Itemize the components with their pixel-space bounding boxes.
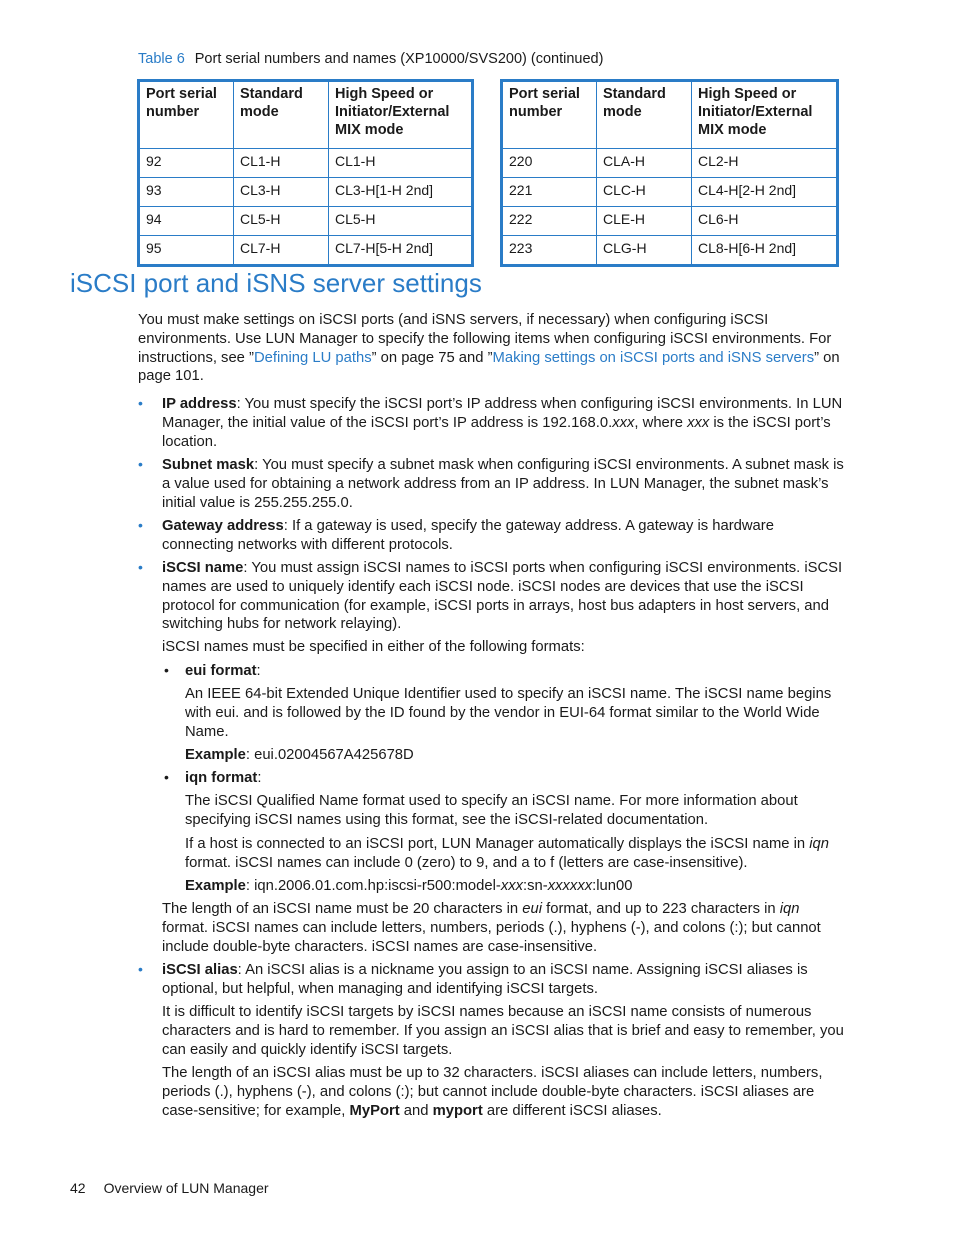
sub-item-iqn-format bbox=[185, 769, 845, 788]
table-caption-label: Table 6 bbox=[138, 51, 185, 67]
item-text: MyPort bbox=[349, 1102, 400, 1119]
item-text: The length of an iSCSI name must be 20 characters in bbox=[162, 901, 523, 917]
iscsi-name-length-note bbox=[162, 900, 844, 956]
table-cell: CL5-H bbox=[329, 207, 473, 236]
bullet-icon: • bbox=[164, 769, 169, 785]
item-text: If a host is connected to an iSCSI port, LUN Manager automatically displays the iSCSI name in bbox=[185, 836, 810, 852]
item-text: : An iSCSI alias is a nickname you assign to an iSCSI name. Assigning iSCSI aliases is optional, but helpful, when managing and identifying iSCSI targets. bbox=[162, 962, 808, 997]
table-cell: 222 bbox=[502, 207, 597, 236]
alias-paragraph: It is difficult to identify iSCSI targets by iSCSI names because an iSCSI name consists of numerous characters and is hard to remember. If you assign an iSCSI alias that is brief and easy to remember, you can easily and quickly identify iSCSI targets. bbox=[162, 1004, 844, 1058]
table-cell: CLE-H bbox=[597, 207, 692, 236]
item-text: : bbox=[257, 770, 262, 786]
item-text: myport bbox=[432, 1102, 483, 1119]
table-cell: 94 bbox=[139, 207, 234, 236]
item-text: xxx bbox=[612, 414, 635, 431]
item-text: xxx bbox=[687, 414, 710, 431]
table-cell: CL5-H bbox=[234, 207, 329, 236]
bullet-icon: • bbox=[138, 961, 143, 977]
section-title: iSCSI port and iSNS server settings bbox=[70, 268, 482, 298]
sub-item-eui-format bbox=[185, 662, 845, 681]
table-row bbox=[139, 236, 473, 266]
item-text: : You must specify a subnet mask when configuring iSCSI environments. A subnet mask is a value used for obtaining a network address from an IP address. In LUN Manager, the subnet mask’s initial value is 255.255.255.0. bbox=[162, 457, 844, 511]
example-label: Example bbox=[185, 747, 246, 763]
eui-description: An IEEE 64-bit Extended Unique Identifier used to specify an iSCSI name. The iSCSI name begins with eui. and is followed by the ID found by the vendor in EUI-64 format similar to the World Wide Name. bbox=[185, 686, 832, 740]
term-subnet-mask: Subnet mask bbox=[162, 457, 255, 473]
table-cell: CL3-H[1-H 2nd] bbox=[329, 178, 473, 207]
page-number: 42 bbox=[70, 1180, 86, 1196]
table-cell: 93 bbox=[139, 178, 234, 207]
example-value: :sn- bbox=[523, 878, 548, 894]
footer-title: Overview of LUN Manager bbox=[103, 1180, 269, 1196]
intro-text: You must make settings on iSCSI ports (and iSNS servers, if necessary) when configuring iSCSI environments. Use LUN Manager to specify the following items when configuring iSCSI environments. For instructions, see ” bbox=[138, 312, 832, 366]
table-cell: 223 bbox=[502, 236, 597, 266]
alias-length-note bbox=[162, 1064, 844, 1120]
table-row bbox=[502, 178, 838, 207]
intro-paragraph bbox=[138, 311, 844, 386]
bullet-icon: • bbox=[164, 662, 169, 678]
table-cell: CLG-H bbox=[597, 236, 692, 266]
port-table-left bbox=[137, 79, 474, 267]
item-text: iqn bbox=[779, 901, 800, 917]
item-text: iqn bbox=[809, 836, 829, 852]
column-header-standard-mode: Standard mode bbox=[597, 81, 692, 149]
term-eui-format: eui format bbox=[185, 663, 257, 679]
list-item-gateway-address bbox=[162, 517, 844, 555]
term-iscsi-alias: iSCSI alias bbox=[162, 962, 238, 978]
item-text: and bbox=[399, 1102, 433, 1119]
item-text: format, and up to 223 characters in bbox=[542, 901, 780, 917]
example-value: xxx bbox=[500, 878, 524, 894]
table-header-row bbox=[139, 81, 473, 149]
link-defining-lu-paths[interactable]: Defining LU paths bbox=[253, 349, 372, 366]
table-cell: CL2-H bbox=[692, 149, 838, 178]
table-cell: 220 bbox=[502, 149, 597, 178]
column-header-port-serial: Port serial number bbox=[502, 81, 597, 149]
list-item-iscsi-alias bbox=[162, 961, 844, 999]
table-cell: CL6-H bbox=[692, 207, 838, 236]
iqn-example bbox=[185, 877, 845, 896]
table-cell: CL8-H[6-H 2nd] bbox=[692, 236, 838, 266]
list-item-subnet-mask bbox=[162, 456, 844, 512]
table-cell: CL4-H[2-H 2nd] bbox=[692, 178, 838, 207]
table-cell: CLA-H bbox=[597, 149, 692, 178]
item-text: : If a gateway is used, specify the gateway address. A gateway is hardware connecting networks with different protocols. bbox=[162, 518, 774, 553]
list-item-ip-address bbox=[162, 395, 844, 451]
iqn-description: The iSCSI Qualified Name format used to specify an iSCSI name. For more information about specifying iSCSI names using this format, see the iSCSI-related documentation. bbox=[185, 793, 798, 828]
table-cell: CL1-H bbox=[234, 149, 329, 178]
table-header-row bbox=[502, 81, 838, 149]
item-text: eui bbox=[522, 901, 542, 917]
table-caption bbox=[138, 51, 603, 67]
page-footer bbox=[70, 1180, 269, 1196]
term-gateway-address: Gateway address bbox=[162, 518, 284, 534]
formats-intro: iSCSI names must be specified in either of the following formats: bbox=[162, 639, 585, 655]
table-cell: CLC-H bbox=[597, 178, 692, 207]
term-ip-address: IP address bbox=[162, 396, 237, 412]
table-cell: 95 bbox=[139, 236, 234, 266]
item-text: : You must assign iSCSI names to iSCSI ports when configuring iSCSI environments. iSCSI names are used to uniquely identify each iSCSI node. iSCSI nodes are devices that use the iSCSI protocol for communication (for example, iSCSI ports in arrays, host bus adapters in host servers, and switching hubs for network relaying). bbox=[162, 560, 843, 633]
item-text: : You must specify the iSCSI port’s IP address when configuring iSCSI environments. In LUN Manager, the initial value of the iSCSI port’s IP address is 192.168.0. bbox=[162, 396, 843, 431]
column-header-high-speed-mode: High Speed or Initiator/External MIX mode bbox=[329, 81, 473, 149]
eui-example bbox=[185, 746, 845, 765]
item-text: , where bbox=[634, 414, 688, 431]
bullet-icon: • bbox=[138, 559, 143, 575]
link-making-settings-iscsi[interactable]: Making settings on iSCSI ports and iSNS servers bbox=[492, 349, 815, 366]
bullet-icon: • bbox=[138, 395, 143, 411]
table-cell: CL7-H[5-H 2nd] bbox=[329, 236, 473, 266]
table-cell: CL3-H bbox=[234, 178, 329, 207]
table-caption-text: Port serial numbers and names (XP10000/SVS200) (continued) bbox=[194, 51, 604, 67]
term-iqn-format: iqn format bbox=[185, 770, 258, 786]
column-header-port-serial: Port serial number bbox=[139, 81, 234, 149]
table-cell: CL7-H bbox=[234, 236, 329, 266]
example-value: : iqn.2006.01.com.hp:iscsi-r500:model- bbox=[245, 878, 501, 894]
table-cell: 92 bbox=[139, 149, 234, 178]
intro-text: ” on page 101. bbox=[138, 349, 840, 385]
bullet-icon: • bbox=[138, 456, 143, 472]
port-table-right bbox=[500, 79, 839, 267]
intro-text: ” on page 75 and ” bbox=[371, 349, 493, 366]
bullet-icon: • bbox=[138, 517, 143, 533]
iqn-host-note bbox=[185, 835, 845, 873]
item-text: The length of an iSCSI alias must be up to 32 characters. iSCSI aliases can include letters, numbers, periods (.), hyphens (-), and colons (:); but cannot include double-byte characters. iSCSI aliases are case-sensitive; for example, bbox=[162, 1065, 823, 1119]
table-row bbox=[139, 149, 473, 178]
table-cell: 221 bbox=[502, 178, 597, 207]
table-row bbox=[502, 149, 838, 178]
table-row bbox=[502, 207, 838, 236]
table-row bbox=[139, 178, 473, 207]
item-text: is the iSCSI port’s location. bbox=[162, 414, 831, 450]
item-text: format. iSCSI names can include 0 (zero) to 9, and a to f (letters are case-insensitive). bbox=[185, 854, 748, 871]
example-value: xxxxxx bbox=[547, 878, 593, 894]
term-iscsi-name: iSCSI name bbox=[162, 560, 244, 576]
item-text: are different iSCSI aliases. bbox=[482, 1102, 662, 1119]
item-text: : bbox=[256, 663, 261, 679]
table-cell: CL1-H bbox=[329, 149, 473, 178]
column-header-high-speed-mode: High Speed or Initiator/External MIX mode bbox=[692, 81, 838, 149]
table-row bbox=[502, 236, 838, 266]
column-header-standard-mode: Standard mode bbox=[234, 81, 329, 149]
item-text: format. iSCSI names can include letters, numbers, periods (.), hyphens (-), and colons (:); but cannot include double-byte characters. iSCSI names are case-insensitive. bbox=[162, 919, 821, 955]
example-value: :lun00 bbox=[592, 878, 633, 894]
example-label: Example bbox=[185, 878, 246, 894]
example-value: : eui.02004567A425678D bbox=[245, 747, 414, 763]
table-row bbox=[139, 207, 473, 236]
list-item-iscsi-name bbox=[162, 559, 844, 634]
